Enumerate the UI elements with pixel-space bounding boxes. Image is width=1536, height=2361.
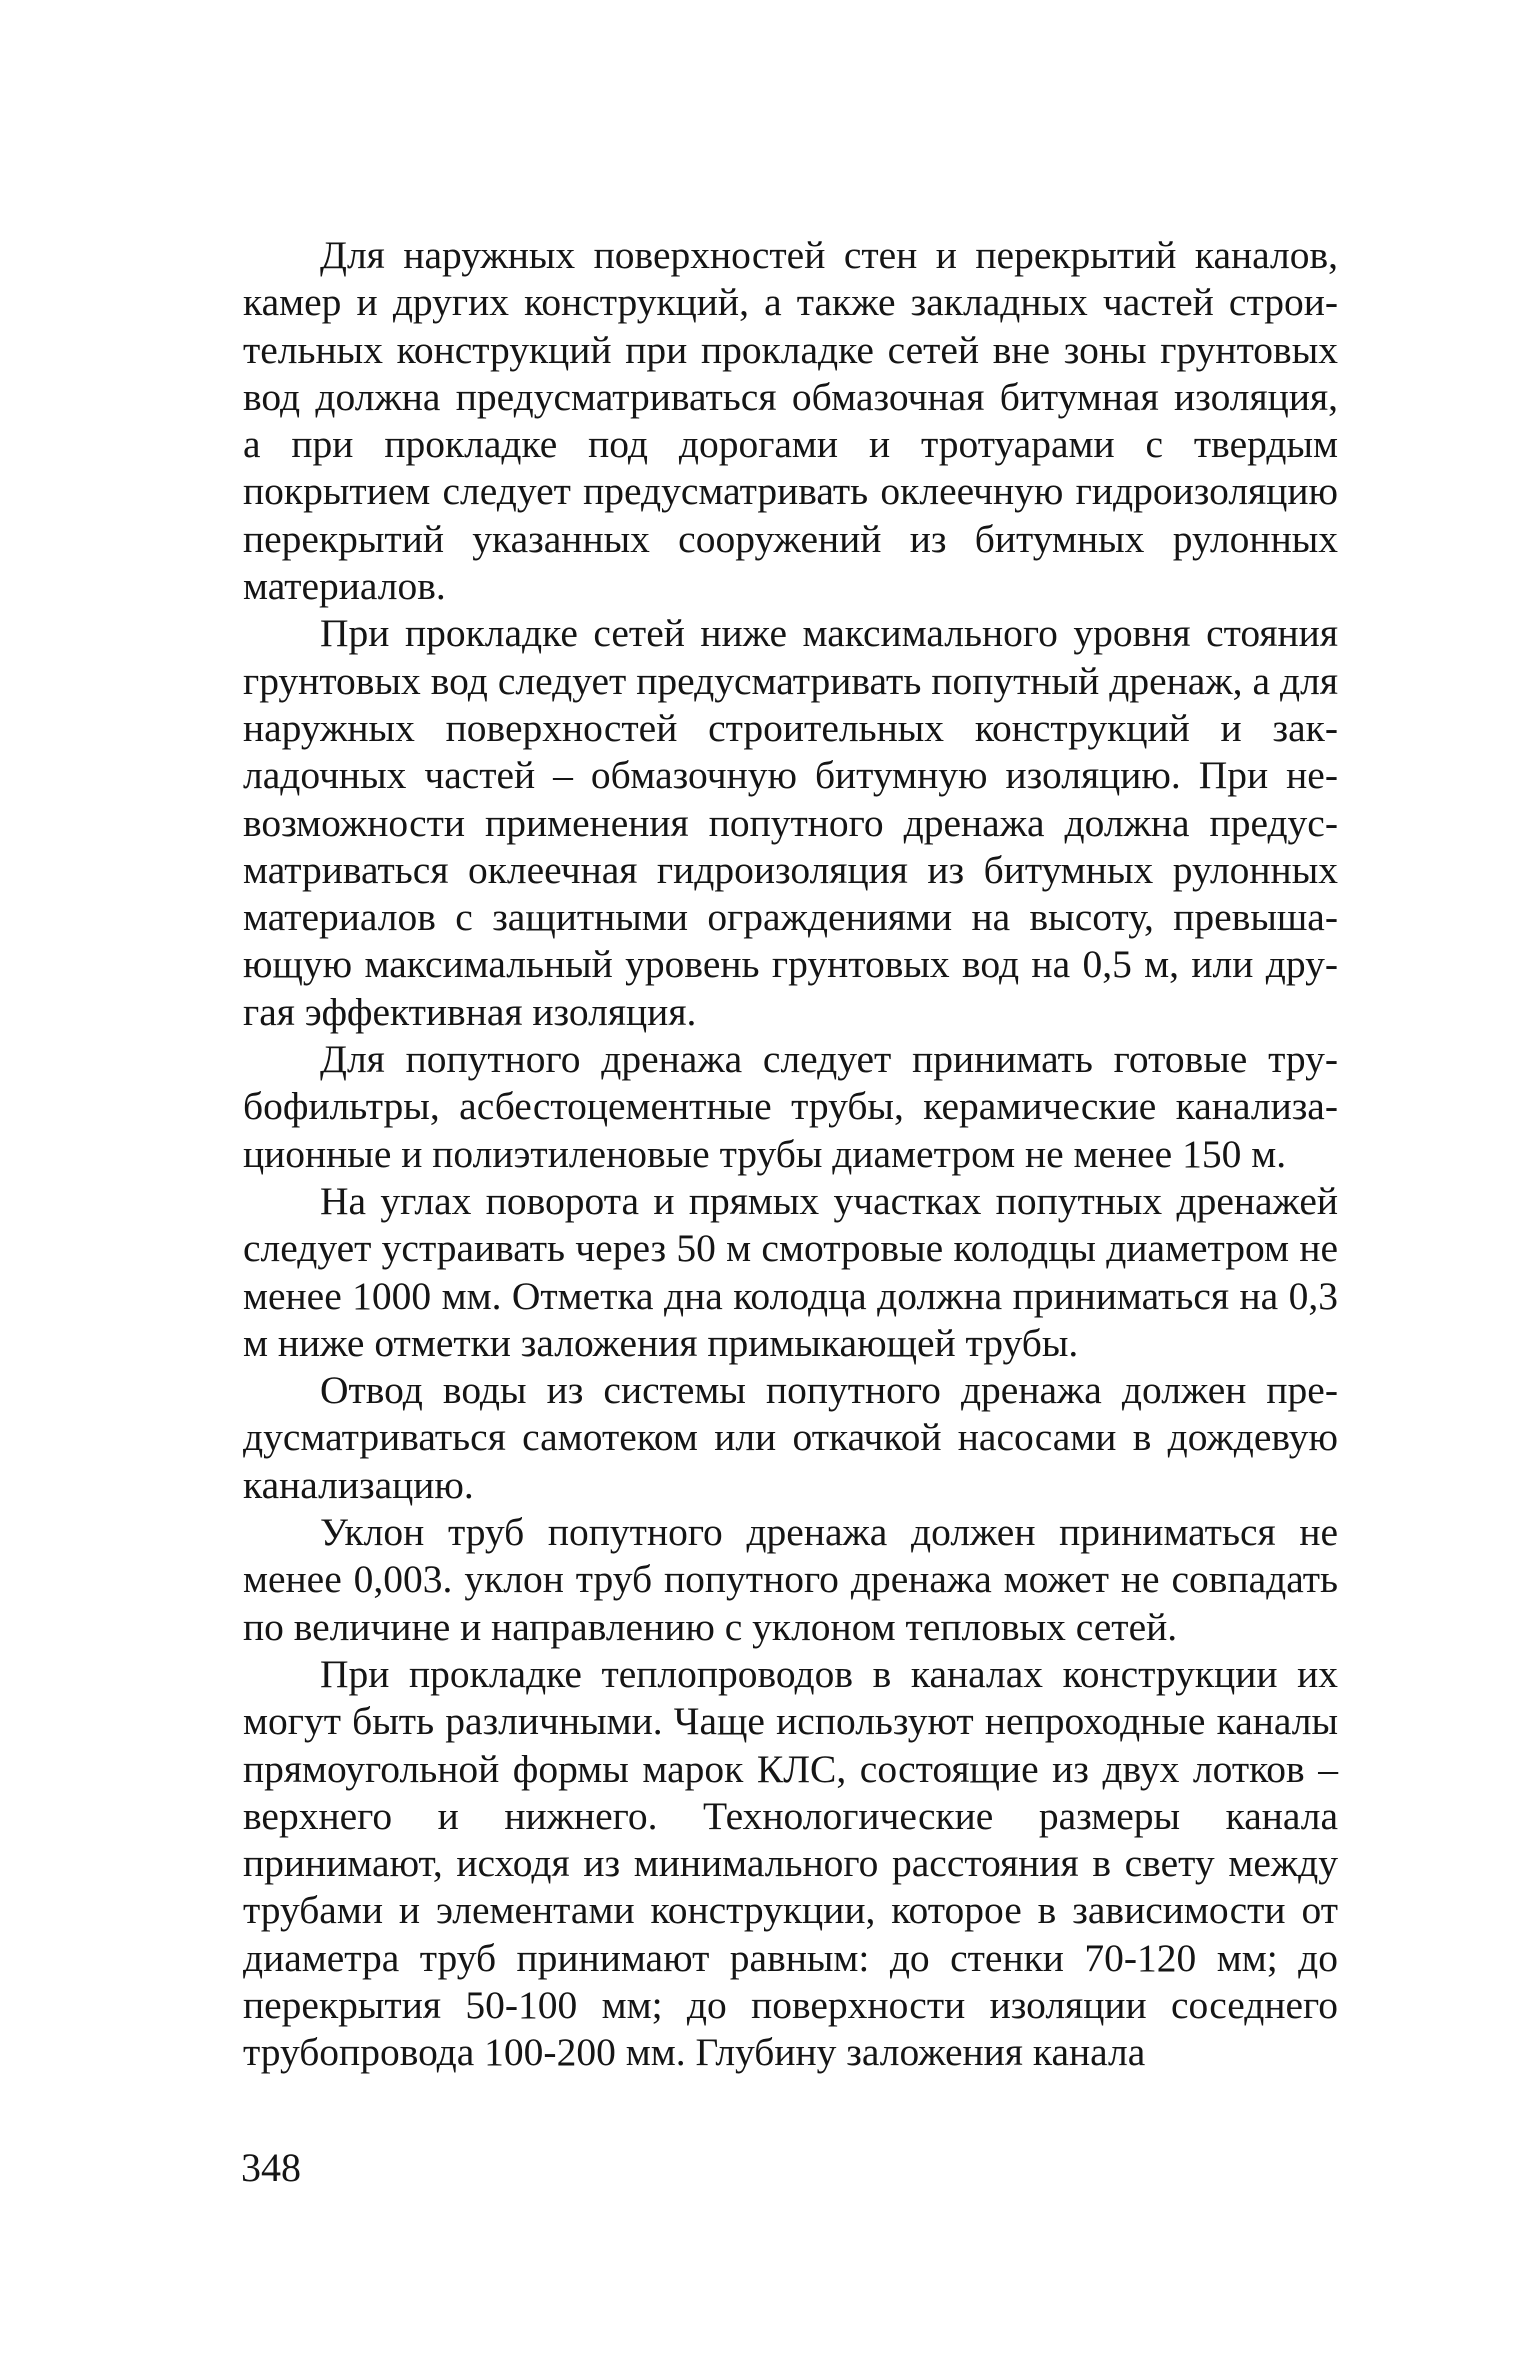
paragraph-drainage-pipes: Для попутного дренажа следует принимать готовые трубофильтры, асбестоцементные трубы, керамические канализационные и полиэтиленовые трубы диаметром не менее 150 м. (243, 1037, 1338, 1176)
paragraph-water-discharge: Отвод воды из системы попутного дренажа должен предусматриваться самотеком или откачкой насосами в дождевую канализацию. (243, 1368, 1338, 1507)
page-number: 348 (241, 2145, 301, 2190)
page-body (243, 232, 1338, 2077)
paragraph-groundwater-drainage: При прокладке сетей ниже максимального уровня стояния грунтовых вод следует предусматривать попутный дренаж, а для наружных поверхностей строительных конструкций и закладочных частей – обмазочную битумную изоляцию. При невозможности применения попутного дренажа должна предусматриваться оклеечная гидроизоляция из битумных рулонных материалов с защитными ограждениями на высоту, превышающую максимальный уровень грунтовых вод на 0,5 м, или другая эффективная изоляция. (243, 611, 1338, 1034)
paragraph-waterproofing-coating: Для наружных поверхностей стен и перекрытий каналов, камер и других конструкций, а также закладных частей строительных конструкций при прокладке сетей вне зоны грунтовых вод должна предусматриваться обмазочная битумная изоляция, а при прокладке под дорогами и тротуарами с твердым покрытием следует предусматривать оклеечную гидроизоляцию перекрытий указанных сооружений из битумных рулонных материалов. (243, 233, 1338, 609)
paragraph-inspection-wells: На углах поворота и прямых участках попутных дренажей следует устраивать через 50 м смотровые колодцы диаметром не менее 1000 мм. Отметка дна колодца должна приниматься на 0,3 м ниже отметки заложения примыкающей трубы. (243, 1178, 1338, 1365)
paragraph-channel-design: При прокладке теплопроводов в каналах конструкции их могут быть различными. Чаще используют непроходные каналы прямоугольной формы марок КЛС, состоящие из двух лотков – верхнего и нижнего. Технологические размеры канала принимают, исходя из минимального расстояния в свету между трубами и элементами конструкции, которое в зависимости от диаметра труб принимают равным: до стенки 70-120 мм; до перекрытия 50-100 мм; до поверхности изоляции соседнего трубопровода 100-200 мм. Глубину заложения канала (243, 1651, 1338, 2075)
paragraph-pipe-slope: Уклон труб попутного дренажа должен приниматься не менее 0,003. уклон труб попутного дренажа может не совпадать по величине и направлению с уклоном тепловых сетей. (243, 1510, 1338, 1649)
